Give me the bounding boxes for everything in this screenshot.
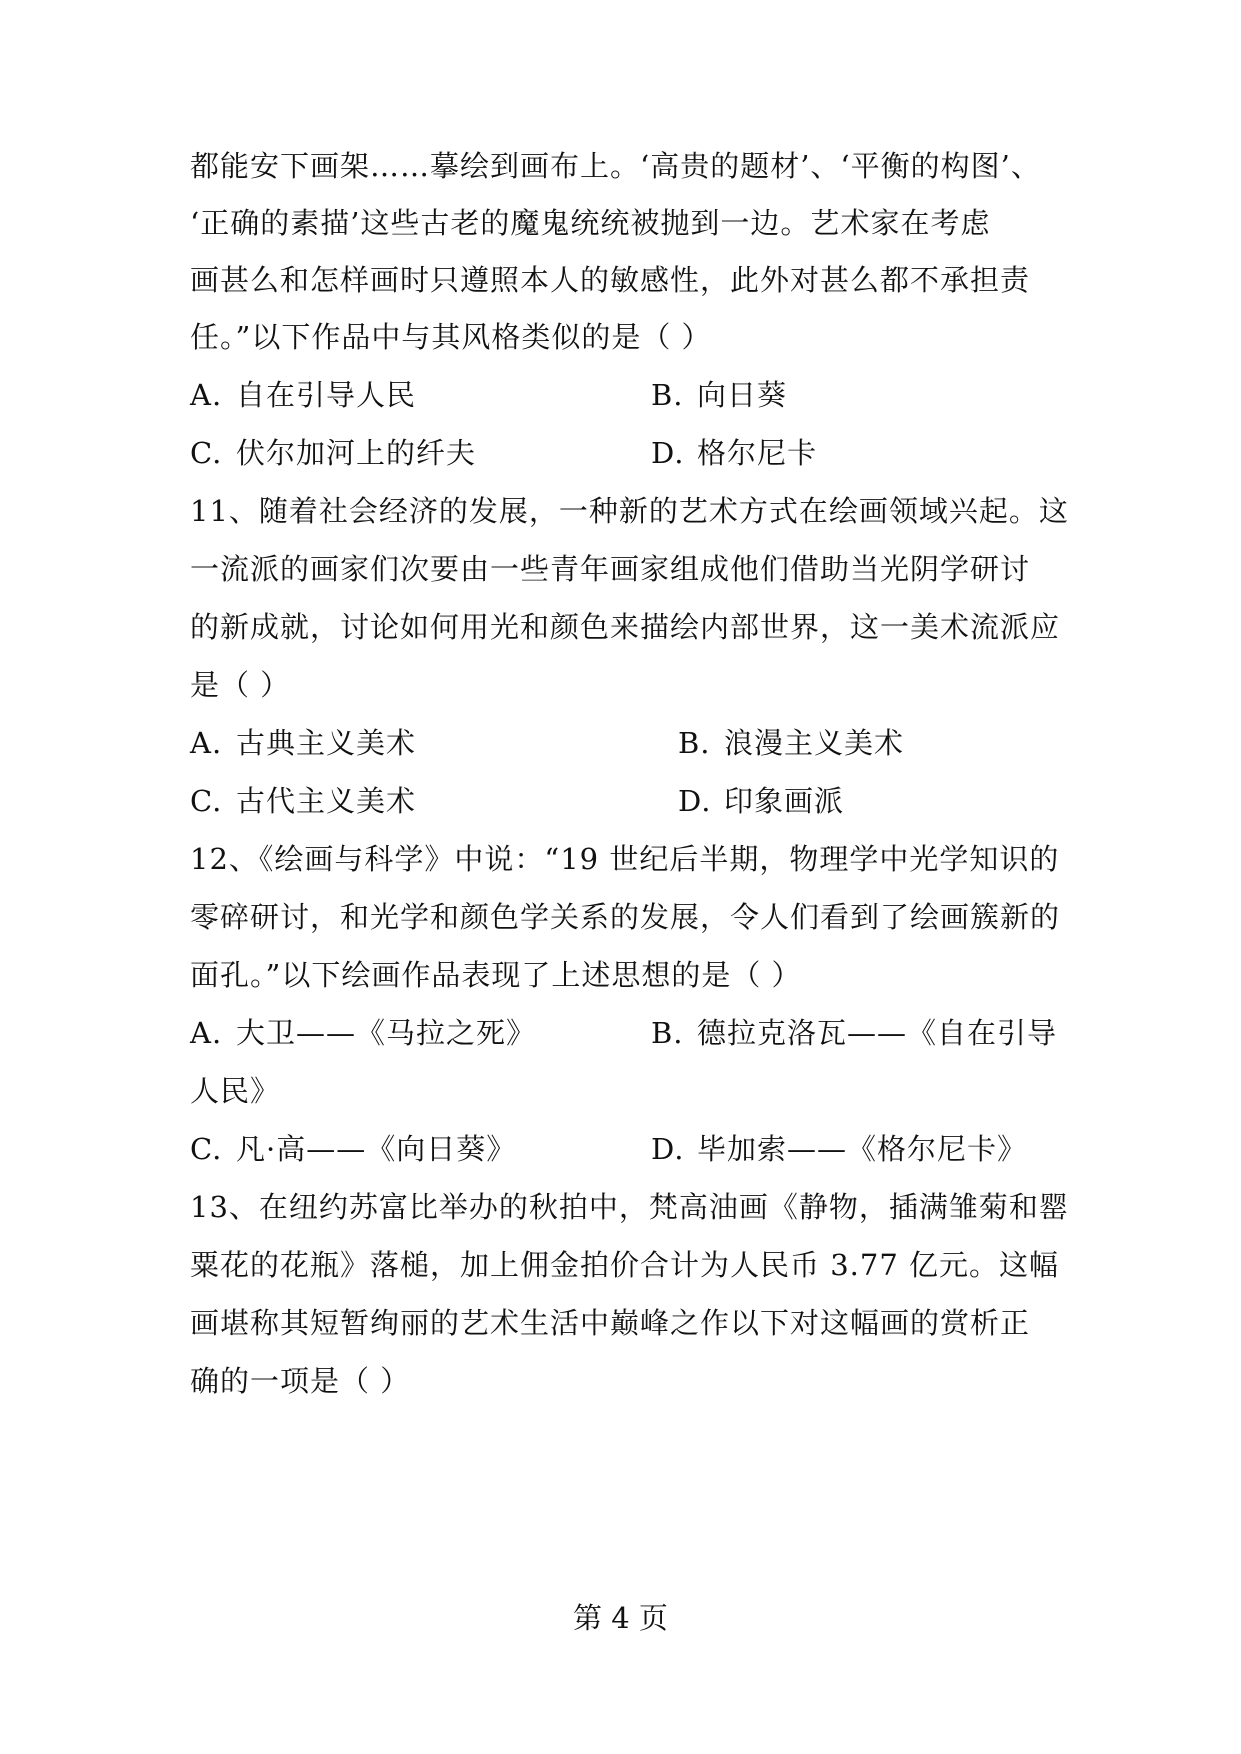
- question-11-line: 是（ ）: [190, 668, 291, 702]
- option-d: [678, 783, 844, 819]
- option-text: 人民》: [190, 1074, 281, 1108]
- option-text: 毕加索——《格尔尼卡》: [697, 1132, 1028, 1166]
- option-text: 古典主义美术: [236, 726, 417, 760]
- option-b: [678, 725, 904, 761]
- option-d: [651, 1131, 1027, 1167]
- option-label: D.: [651, 436, 685, 470]
- option-a: [190, 1015, 536, 1051]
- option-text: 大卫——《马拉之死》: [236, 1016, 537, 1050]
- option-text: 格尔尼卡: [697, 436, 818, 470]
- option-c: [190, 783, 416, 819]
- question-12-line: 面孔。”以下绘画作品表现了上述思想的是（ ）: [190, 958, 802, 992]
- paragraph-line: ‘正确的素描’这些古老的魔鬼统统被抛到一边。艺术家在考虑: [190, 206, 991, 240]
- option-label: C.: [190, 436, 223, 470]
- question-13-line: 13、在纽约苏富比举办的秋拍中，梵高油画《静物，插满雏菊和罂: [190, 1190, 1069, 1224]
- option-label: A.: [190, 378, 223, 412]
- option-text: 印象画派: [724, 784, 845, 818]
- question-13-line: 粟花的花瓶》落槌，加上佣金拍价合计为人民币 3.77 亿元。这幅: [190, 1248, 1060, 1282]
- paragraph-line: 画甚么和怎样画时只遵照本人的敏感性，此外对甚么都不承担责: [190, 263, 1031, 297]
- option-label: B.: [651, 1016, 684, 1050]
- option-b: [651, 1015, 1057, 1051]
- option-text: 自在引导人民: [236, 378, 417, 412]
- option-label: A.: [190, 726, 223, 760]
- question-11-line: 一流派的画家们次要由一些青年画家组成他们借助当光阴学研讨: [190, 552, 1031, 586]
- option-a: [190, 377, 416, 413]
- page-number: 第 4 页: [573, 1601, 668, 1635]
- option-b: [651, 377, 787, 413]
- paragraph-line: 任。”以下作品中与其风格类似的是（ ）: [190, 320, 712, 354]
- option-b-continuation: [190, 1073, 280, 1109]
- option-text: 凡·高——《向日葵》: [236, 1132, 517, 1166]
- option-text: 德拉克洛瓦——《自在引导: [697, 1016, 1058, 1050]
- question-13-line: 画堪称其短暂绚丽的艺术生活中巅峰之作以下对这幅画的赏析正: [190, 1306, 1031, 1340]
- option-label: C.: [190, 1132, 223, 1166]
- option-text: 古代主义美术: [236, 784, 417, 818]
- option-label: D.: [678, 784, 712, 818]
- option-d: [651, 435, 817, 471]
- question-12-line: 12、《绘画与科学》中说：“19 世纪后半期，物理学中光学知识的: [190, 842, 1060, 876]
- option-label: A.: [190, 1016, 223, 1050]
- option-a: [190, 725, 416, 761]
- question-13-line: 确的一项是（ ）: [190, 1364, 411, 1398]
- option-c: [190, 435, 476, 471]
- option-text: 伏尔加河上的纤夫: [236, 436, 477, 470]
- question-12-line: 零碎研讨，和光学和颜色学关系的发展，令人们看到了绘画簇新的: [190, 900, 1061, 934]
- option-label: B.: [678, 726, 711, 760]
- question-11-line: 的新成就，讨论如何用光和颜色来描绘内部世界，这一美术流派应: [190, 610, 1061, 644]
- option-c: [190, 1131, 516, 1167]
- option-label: C.: [190, 784, 223, 818]
- paragraph-line: 都能安下画架……摹绘到画布上。‘高贵的题材’、‘平衡的构图’、: [190, 149, 1041, 183]
- option-label: D.: [651, 1132, 685, 1166]
- option-text: 向日葵: [697, 378, 788, 412]
- question-11-line: 11、随着社会经济的发展，一种新的艺术方式在绘画领域兴起。这: [190, 494, 1069, 528]
- option-label: B.: [651, 378, 684, 412]
- option-text: 浪漫主义美术: [724, 726, 905, 760]
